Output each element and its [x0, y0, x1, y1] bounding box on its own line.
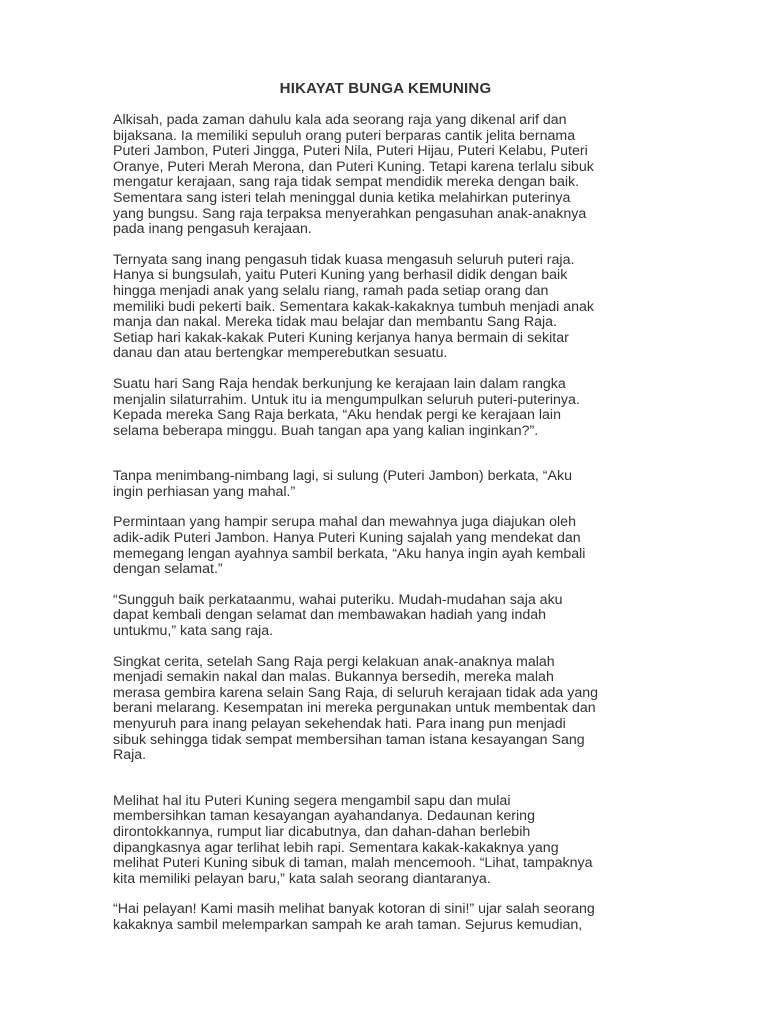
- paragraph: Singkat cerita, setelah Sang Raja pergi kelakuan anak-anaknya malah menjadi semakin nakal dan malas. Bukannya bersedih, mereka malah merasa gembira karena selain Sang Raja, di seluruh kerajaan tidak ada yang berani melarang. Kesempatan ini mereka pergunakan untuk membentak dan menyuruh para inang pelayan sekehendak hati. Para inang pun menjadi sibuk sehingga tidak sempat membersihan taman istana kesayangan Sang Raja.: [113, 653, 599, 764]
- paragraph: Alkisah, pada zaman dahulu kala ada seorang raja yang dikenal arif dan bijaksana. Ia memiliki sepuluh orang puteri berparas cantik jelita bernama Puteri Jambon, Puteri Jingga, Puteri Nila, Puteri Hijau, Puteri Kelabu, Puteri Oranye, Puteri Merah Merona, dan Puteri Kuning. Tetapi karena terlalu sibuk mengatur kerajaan, sang raja tidak sempat mendidik mereka dengan baik. Sementara sang isteri telah meninggal dunia ketika melahirkan puterinya yang bungsu. Sang raja terpaksa menyerahkan pengasuhan anak-anaknya pada inang pengasuh kerajaan.: [113, 112, 594, 238]
- paragraph: “Sungguh baik perkataanmu, wahai puteriku. Mudah-mudahan saja aku dapat kembali dengan selamat dan membawakan hadiah yang indah untukmu,” kata sang raja.: [113, 591, 563, 640]
- paragraph: Suatu hari Sang Raja hendak berkunjung ke kerajaan lain dalam rangka menjalin silaturrahim. Untuk itu ia mengumpulkan seluruh puteri-puterinya. Kepada mereka Sang Raja berkata, “Aku hendak pergi ke kerajaan lain selama beberapa minggu. Buah tangan apa yang kalian inginkan?”.: [113, 375, 580, 439]
- paragraph: Melihat hal itu Puteri Kuning segera mengambil sapu dan mulai membersihkan taman kesayangan ayahandanya. Dedaunan kering dirontokkannya, rumput liar dicabutnya, dan dahan-dahan berlebih dipangkasnya agar terlihat lebih rapi. Sementara kakak-kakaknya yang melihat Puteri Kuning sibuk di taman, malah mencemooh. “Lihat, tampaknya kita memiliki pelayan baru,” kata salah seorang diantaranya.: [113, 792, 593, 887]
- document-title: HIKAYAT BUNGA KEMUNING: [279, 80, 492, 97]
- paragraph: Tanpa menimbang-nimbang lagi, si sulung (Puteri Jambon) berkata, “Aku ingin perhiasan yang mahal.”: [113, 468, 572, 500]
- paragraph: Permintaan yang hampir serupa mahal dan mewahnya juga diajukan oleh adik-adik Puteri Jambon. Hanya Puteri Kuning sajalah yang mendekat dan memegang lengan ayahnya sambil berkata, “Aku hanya ingin ayah kembali dengan selamat.”: [113, 514, 586, 578]
- paragraph: “Hai pelayan! Kami masih melihat banyak kotoran di sini!” ujar salah seorang kakaknya sambil melemparkan sampah ke arah taman. Sejurus kemudian,: [113, 901, 595, 933]
- paragraph: Ternyata sang inang pengasuh tidak kuasa mengasuh seluruh puteri raja. Hanya si bungsulah, yaitu Puteri Kuning yang berhasil didik dengan baik hingga menjadi anak yang selalu riang, ramah pada setiap orang dan memiliki budi pekerti baik. Sementara kakak-kakaknya tumbuh menjadi anak manja dan nakal. Mereka tidak mau belajar dan membantu Sang Raja. Setiap hari kakak-kakak Puteri Kuning kerjanya hanya bermain di sekitar danau dan atau bertengkar memperebutkan sesuatu.: [113, 251, 595, 362]
